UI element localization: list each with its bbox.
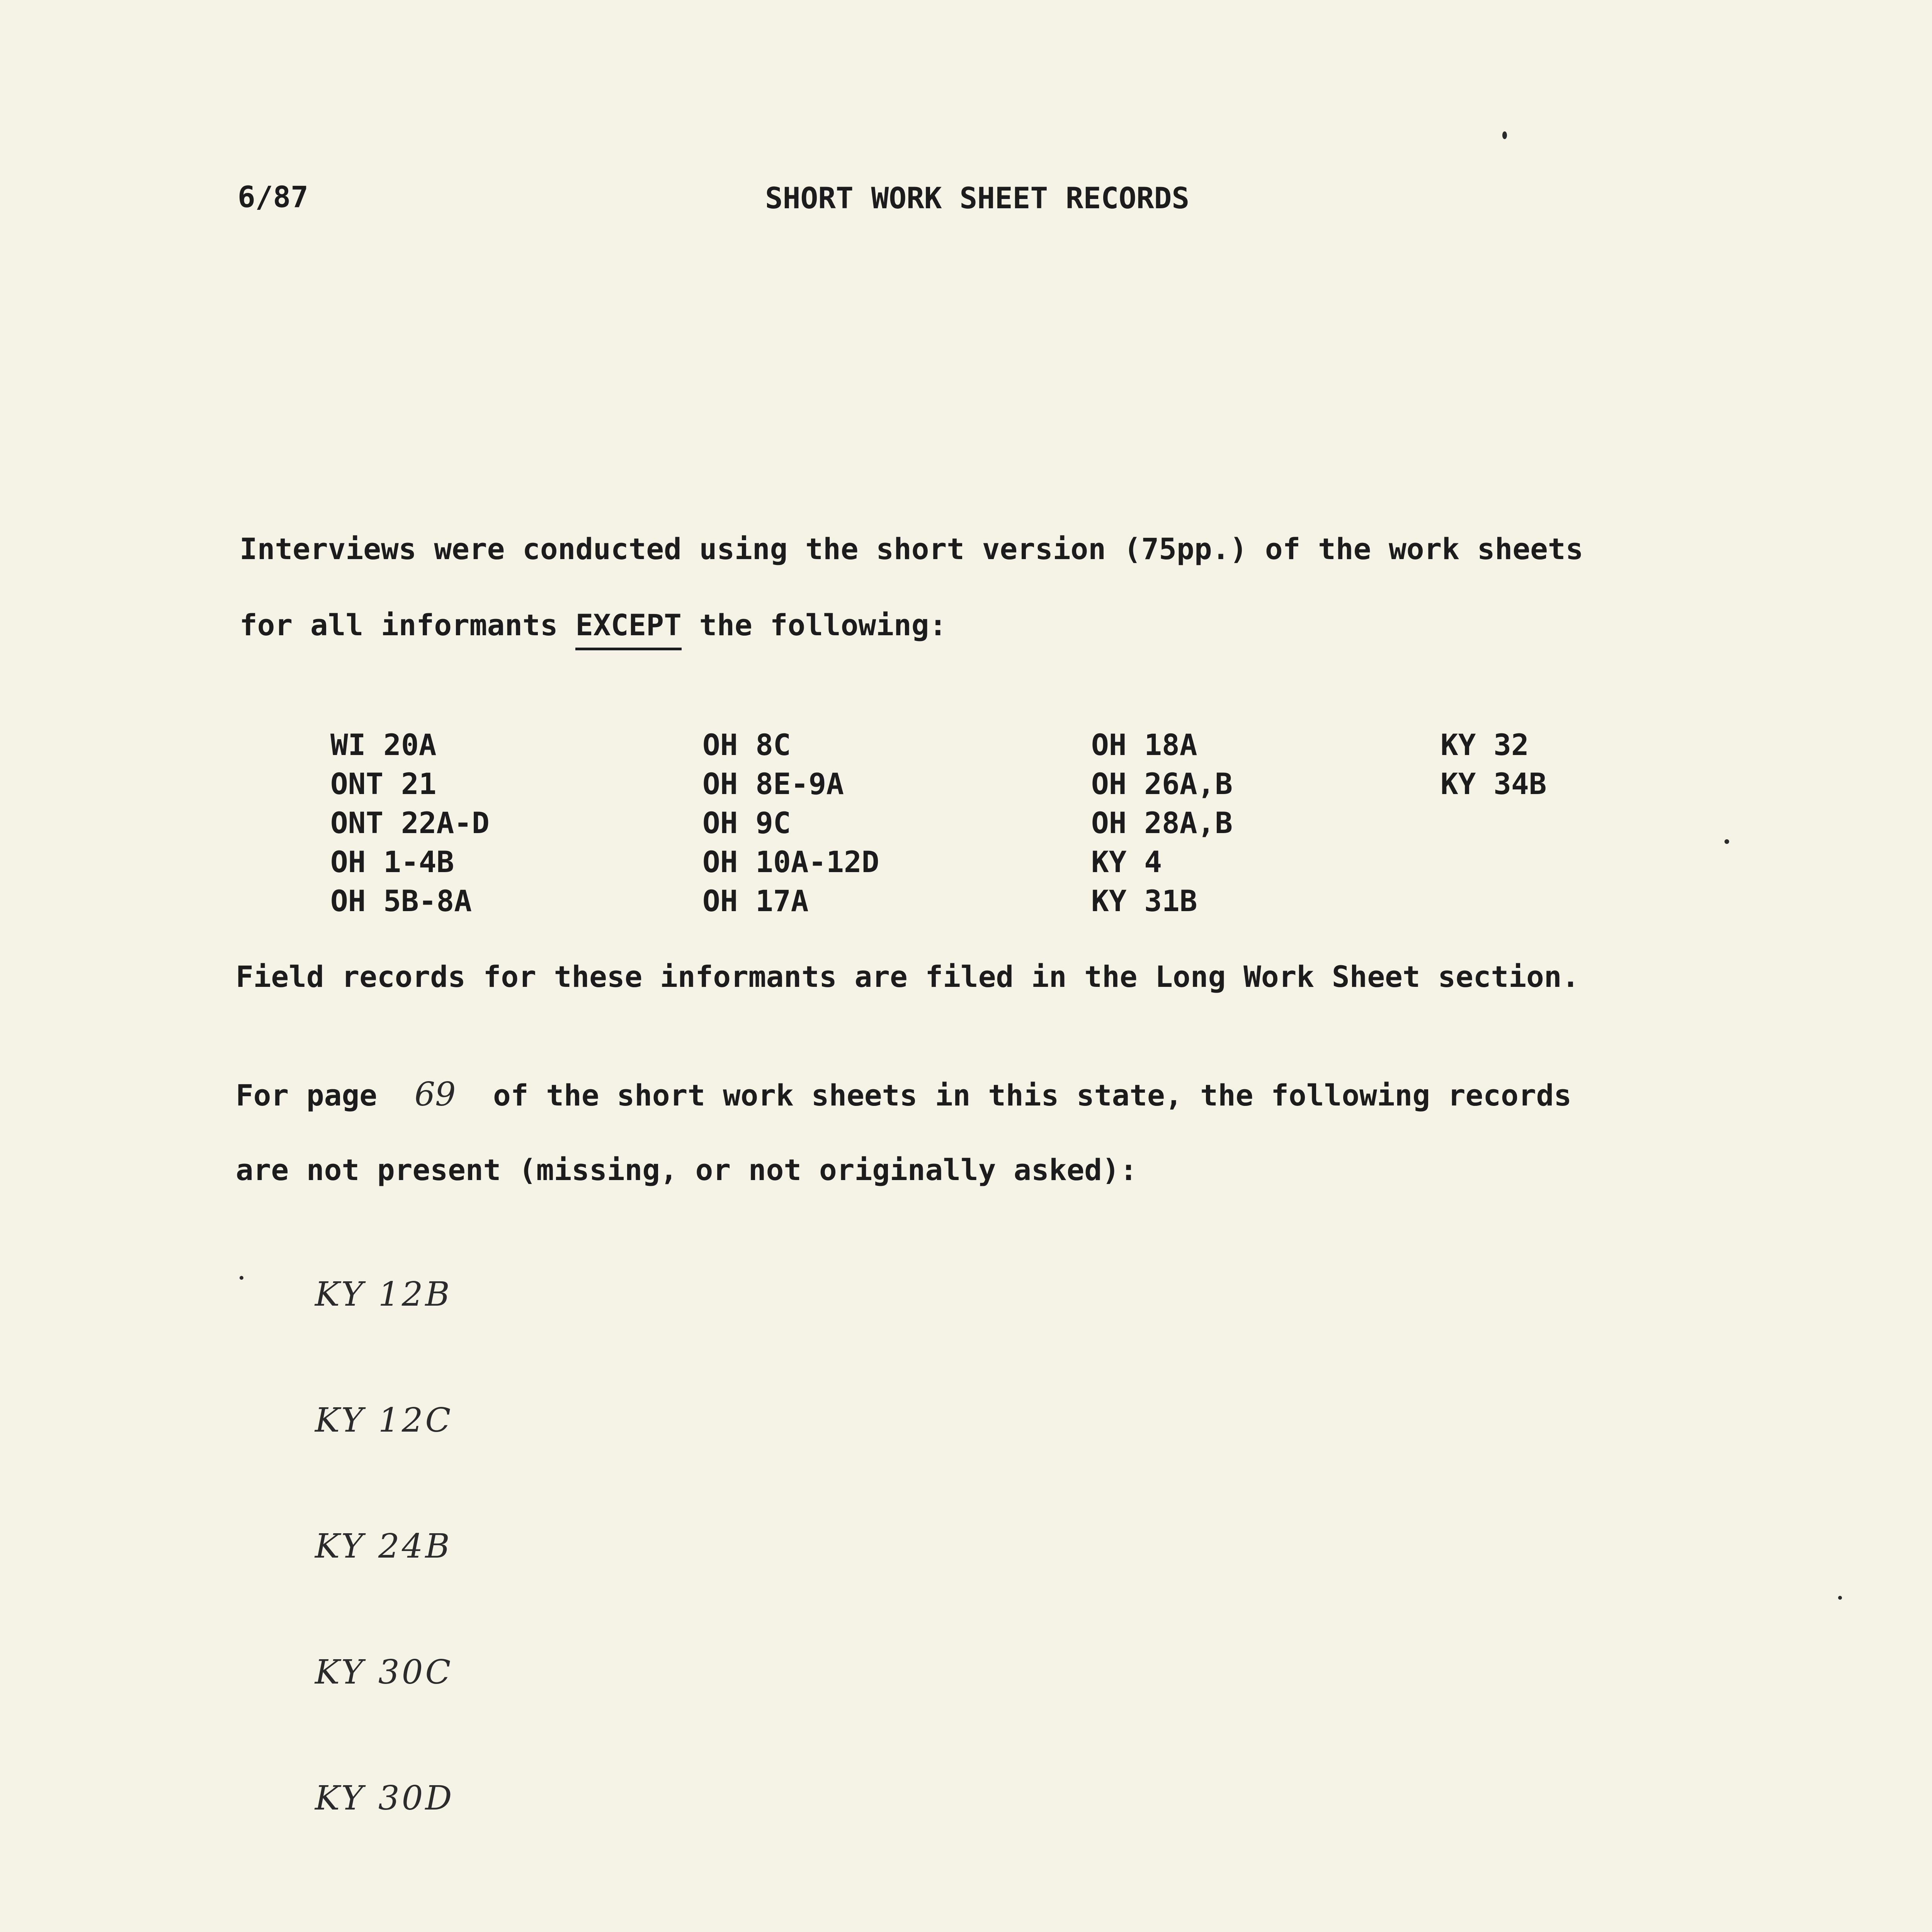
- except-list-item: OH 28A,B: [1091, 806, 1233, 840]
- ink-speck: [240, 1276, 243, 1280]
- missing-record-item: KY 30C: [315, 1653, 453, 1692]
- except-emphasis: EXCEPT: [575, 608, 682, 650]
- except-list-item: OH 8C: [702, 728, 791, 762]
- missing-intro-prefix: For page: [236, 1078, 378, 1112]
- intro-text-line-2: [240, 608, 947, 642]
- except-list-item: OH 5B-8A: [330, 884, 472, 918]
- intro-text-prefix: for all informants: [240, 608, 576, 642]
- missing-record-item: KY 12C: [315, 1401, 453, 1440]
- except-list-item: OH 18A: [1091, 728, 1197, 762]
- except-list-item: WI 20A: [330, 728, 437, 762]
- document-date: 6/87: [238, 180, 309, 214]
- ink-speck: [1502, 131, 1507, 139]
- except-list-column-2: [702, 730, 879, 925]
- except-list-item: OH 10A-12D: [702, 845, 879, 879]
- except-list-item: KY 31B: [1091, 884, 1197, 918]
- except-list-item: ONT 21: [330, 767, 437, 801]
- except-list-column-3: [1091, 730, 1233, 925]
- except-list-column-4: [1440, 730, 1547, 808]
- missing-intro-line-2: are not present (missing, or not originally asked):: [236, 1153, 1138, 1187]
- missing-records-list: [315, 1275, 454, 1905]
- except-list-item: KY 32: [1440, 728, 1529, 762]
- document-title: SHORT WORK SHEET RECORDS: [765, 181, 1190, 215]
- intro-text-suffix: the following:: [681, 608, 947, 642]
- ink-speck: [1838, 1596, 1842, 1600]
- except-list-item: OH 26A,B: [1091, 767, 1233, 801]
- missing-record-item: KY 30D: [315, 1779, 454, 1818]
- except-list-item: KY 4: [1091, 845, 1162, 879]
- missing-intro-suffix: of the short work sheets in this state, the following records: [493, 1078, 1572, 1112]
- except-list-item: ONT 22A-D: [330, 806, 490, 840]
- intro-text-line-1: Interviews were conducted using the short version (75pp.) of the work sheets: [240, 532, 1583, 566]
- except-list-item: KY 34B: [1440, 767, 1547, 801]
- handwritten-page-number: 69: [414, 1075, 456, 1113]
- missing-intro-line-1: [236, 1075, 1572, 1113]
- except-list-item: OH 17A: [702, 884, 809, 918]
- except-list-item: OH 1-4B: [330, 845, 454, 879]
- except-list-item: OH 9C: [702, 806, 791, 840]
- missing-record-item: KY 12B: [315, 1275, 452, 1314]
- filing-note: Field records for these informants are filed in the Long Work Sheet section.: [236, 959, 1580, 994]
- except-list-item: OH 8E-9A: [702, 767, 844, 801]
- missing-record-item: KY 24B: [315, 1527, 452, 1566]
- ink-speck: [1725, 839, 1729, 844]
- except-list-column-1: [330, 730, 490, 925]
